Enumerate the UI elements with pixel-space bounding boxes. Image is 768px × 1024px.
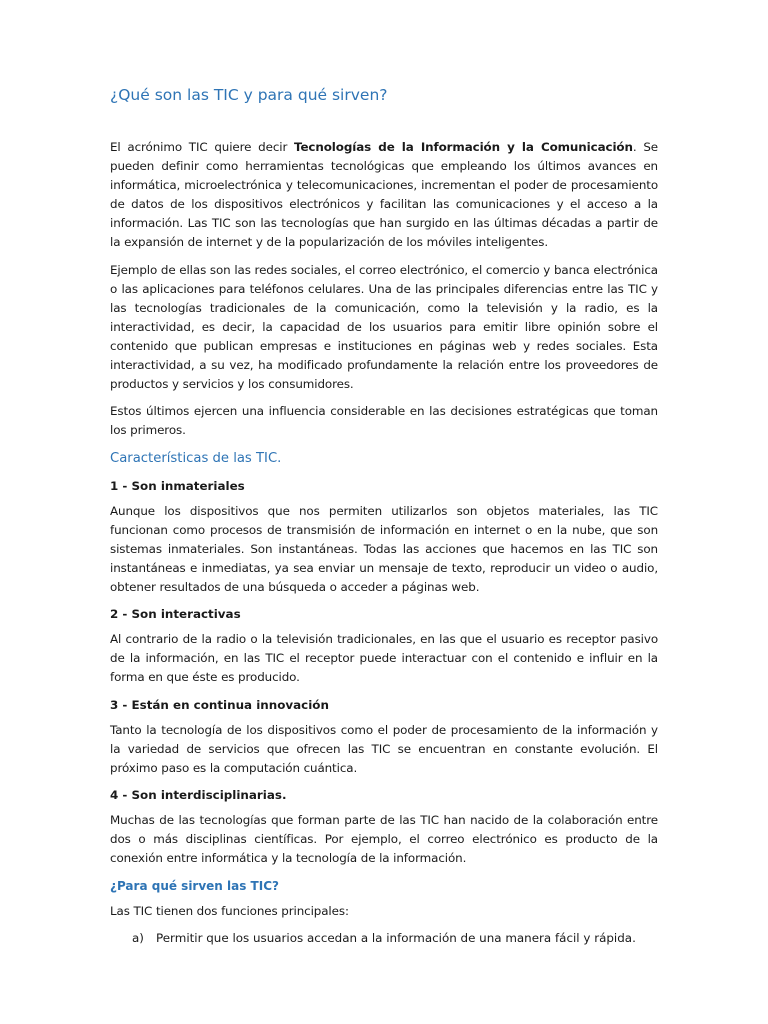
intro-text-rest: . Se pueden definir como herramientas tecnológicas que empleando los últimos avances en informática, microelectrónica y telecomunicaciones, incrementan el poder de procesamiento de datos de los dispositivos electrónicos y facilitan las comunicaciones y el acceso a la información. Las TIC son las tecnologías que han surgido en las últimas décadas a partir de la expansión de internet y de la popularización de los móviles inteligentes. [110,140,658,249]
characteristic-2-title: 2 - Son interactivas [110,607,241,621]
characteristic-4-title: 4 - Son interdisciplinarias. [110,788,287,802]
list-item [132,929,658,948]
characteristic-3-text: Tanto la tecnología de los dispositivos como el poder de procesamiento de la información y la variedad de servicios que ofrecen las TIC se encuentran en constante evolución. El próximo paso es la computación cuántica. [110,722,658,775]
intro-paragraph-3: Estos últimos ejercen una influencia considerable en las decisiones estratégicas que toman los primeros. [110,404,658,437]
characteristics-heading: Características de las TIC. [110,450,282,466]
document-title: ¿Qué son las TIC y para qué sirven? [110,86,388,104]
intro-paragraph-2: Ejemplo de ellas son las redes sociales, el correo electrónico, el comercio y banca electrónica o las aplicaciones para teléfonos celulares. Una de las principales diferencias entre las TIC y las tecnologías tradicionales de la comunicación, como la televisión y la radio, es la interactividad, es decir, la capacidad de los usuarios para emitir libre opinión sobre el contenido que publican empresas e instituciones en páginas web y redes sociales. Esta interactividad, a su vez, ha modificado profundamente la relación entre los proveedores de productos y servicios y los consumidores. [110,262,658,391]
characteristic-2-text: Al contrario de la radio o la televisión tradicionales, en las que el usuario es receptor pasivo de la información, en las TIC el receptor puede interactuar con el contenido e influir en la forma en que éste es producido. [110,632,658,684]
document-body [110,138,658,948]
characteristic-3-title: 3 - Están en continua innovación [110,697,329,712]
intro-text-start: El acrónimo TIC quiere decir [110,140,295,154]
purpose-intro: Las TIC tienen dos funciones principales: [110,903,349,918]
characteristic-4-text: Muchas de las tecnologías que forman parte de las TIC han nacido de la colaboración entre dos o más disciplinas científicas. Por ejemplo, el correo electrónico es producto de la conexión entre informática y la tecnología de la información. [110,813,658,865]
intro-paragraph-1 [110,138,658,252]
list-marker: a) [132,931,144,945]
purpose-heading: ¿Para qué sirven las TIC? [110,878,279,893]
list-item-text: Permitir que los usuarios accedan a la información de una manera fácil y rápida. [156,931,636,945]
tic-definition-bold: Tecnologías de la Información y la Comunicación [294,140,633,154]
characteristic-1-title: 1 - Son inmateriales [110,478,245,493]
characteristic-1-text: Aunque los dispositivos que nos permiten utilizarlos son objetos materiales, las TIC funcionan como procesos de transmisión de información en internet o en la nube, que son sistemas inmateriales. Son instantáneas. Todas las acciones que hacemos en las TIC son instantáneas e inmediatas, ya sea enviar un mensaje de texto, reproducir un video o audio, obtener resultados de una búsqueda o acceder a páginas web. [110,503,658,594]
